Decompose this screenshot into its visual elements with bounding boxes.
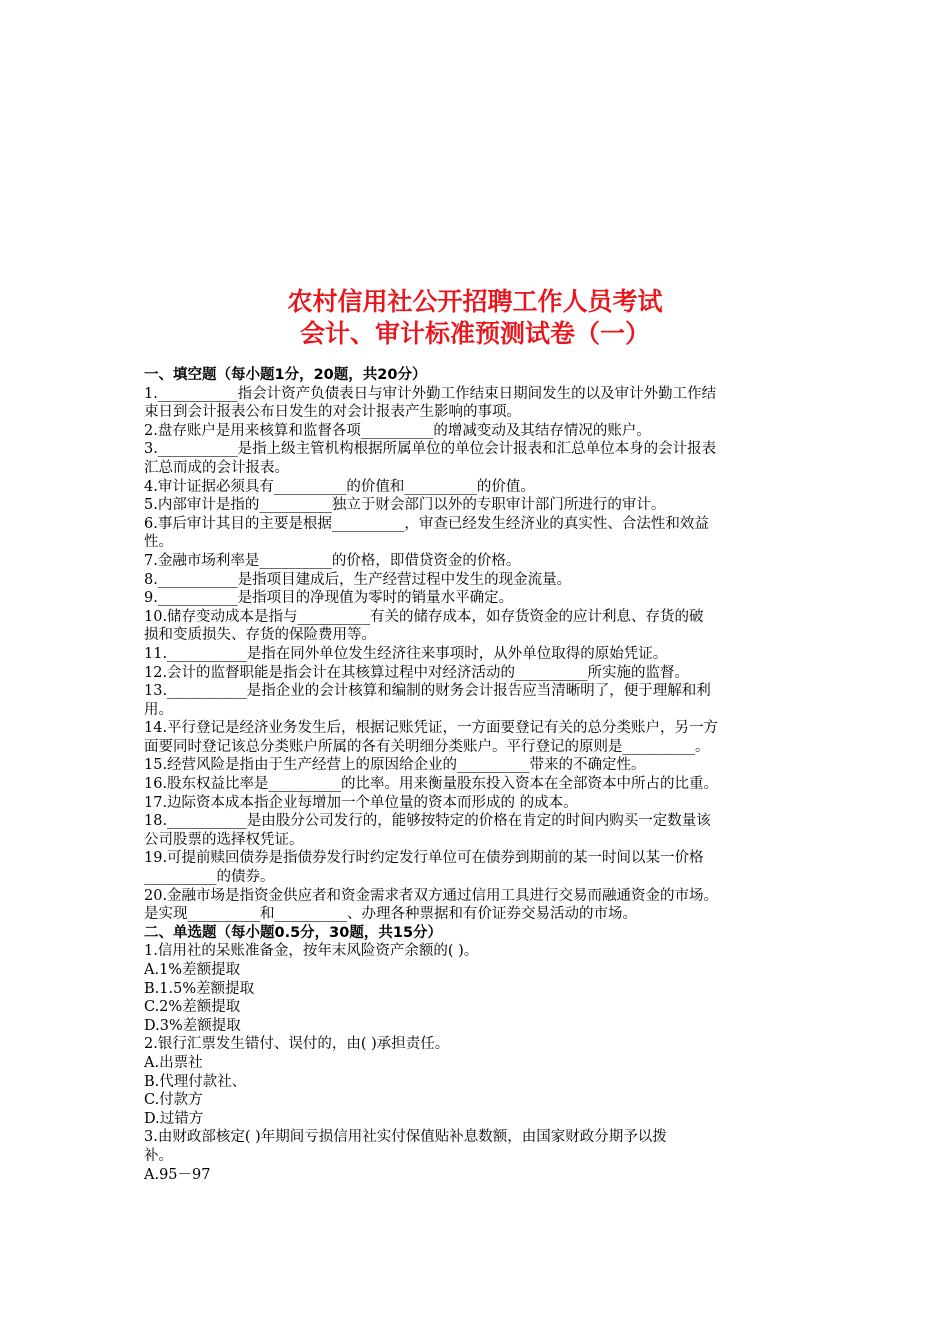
question-text-line: 面要同时登记该总分类账户所属的各有关明细分类账户。平行登记的原则是__________。 <box>144 738 710 755</box>
question-text-line: 6.事后审计其目的主要是根据__________，审查已经发生经济业的真实性、合法性和效益 <box>144 515 709 532</box>
question-text-line: 1.___________指会计资产负债表日与审计外勤工作结束日期间发生的以及审计外勤工作结 <box>144 385 717 402</box>
question-text-line: 2.银行汇票发生错付、误付的，由( )承担责任。 <box>144 1036 450 1053</box>
question-text-line: 汇总而成的会计报表。 <box>144 459 289 476</box>
question-text-line: 1.信用社的呆账准备金，按年末风险资产余额的( )。 <box>144 943 479 960</box>
question-text-line: 3.由财政部核定( )年期间亏损信用社实付保值贴补息数额，由国家财政分期予以拨 <box>144 1129 667 1146</box>
question-text-line: 18.___________是由股分公司发行的，能够按特定的价格在肯定的时间内购买一定数量该 <box>144 813 711 830</box>
question-text-line: 13.___________是指企业的会计核算和编制的财务会计报告应当清晰明了，便于理解和利 <box>144 683 711 700</box>
question-text-line: 7.金融市场利率是__________的价格，即借贷资金的价格。 <box>144 552 521 569</box>
question-text-line: 用。 <box>144 701 173 718</box>
title-line-1: 农村信用社公开招聘工作人员考试 <box>287 287 663 316</box>
question-text-line: 束日到会计报表公布日发生的对会计报表产生影响的事项。 <box>144 404 521 421</box>
question-text-line: 10.储存变动成本是指与__________有关的储存成本，如存货资金的应计利息、存货的破 <box>144 608 704 625</box>
question-text-line: C.付款方 <box>144 1092 203 1109</box>
question-text-line: B.代理付款社、 <box>144 1073 247 1090</box>
question-text-line: 性。 <box>144 534 173 551</box>
question-text-line: 16.股东权益比率是__________的比率。用来衡量股东投入资本在全部资本中所占的比重。 <box>144 776 719 793</box>
question-text-line: 2.盘存账户是用来核算和监督各项__________的增减变动及其结存情况的账户。 <box>144 422 651 439</box>
question-text-line: 8.___________是指项目建成后，生产经营过程中发生的现金流量。 <box>144 571 572 588</box>
question-text-line: 17.边际资本成本指企业每增加一个单位量的资本而形成的 的成本。 <box>144 794 578 811</box>
question-text-line: 14.平行登记是经济业务发生后，根据记账凭证，一方面要登记有关的总分类账户，另一方 <box>144 720 719 737</box>
question-text-line: 11.___________是指在同外单位发生经济往来事项时，从外单位取得的原始凭证。 <box>144 645 668 662</box>
question-text-line: C.2%差额提取 <box>144 999 241 1016</box>
document-body <box>144 366 809 1184</box>
question-text-line: 公司股票的选择权凭证。 <box>144 831 304 848</box>
question-text-line: 15.经营风险是指由于生产经营上的原因给企业的__________带来的不确定性。 <box>144 757 646 774</box>
question-text-line: A.95－97 <box>144 1166 211 1183</box>
question-text-line: 19.可提前赎回债券是指债券发行时约定发行单位可在债券到期前的某一时间以某一价格 <box>144 850 704 867</box>
question-text-line: 12.会计的监督职能是指会计在其核算过程中对经济活动的__________所实施的监督。 <box>144 664 690 681</box>
section-heading: 二、单选题（每小题0.5分，30题，共15分） <box>144 924 443 941</box>
question-text-line: B.1.5%差额提取 <box>144 980 255 997</box>
question-text-line: 5.内部审计是指的__________独立于财会部门以外的专职审计部门所进行的审计。 <box>144 497 666 514</box>
question-text-line: A.出票社 <box>144 1054 203 1071</box>
question-text-line: __________的债券。 <box>144 869 275 886</box>
question-text-line: 是实现__________和__________、办理各种票据和有价证券交易活动的市场。 <box>144 906 637 923</box>
question-text-line: 20.金融市场是指资金供应者和资金需求者双方通过信用工具进行交易而融通资金的市场。 <box>144 887 719 904</box>
section-heading: 一、填空题（每小题1分，20题，共20分） <box>144 367 427 383</box>
question-text-line: 3.___________是指上级主管机构根据所属单位的单位会计报表和汇总单位本身的会计报表 <box>144 441 717 458</box>
question-text-line: 9.___________是指项目的净现值为零时的销量水平确定。 <box>144 590 514 607</box>
question-text-line: A.1%差额提取 <box>144 962 241 978</box>
document-title <box>0 286 950 350</box>
question-text-line: D.3%差额提取 <box>144 1017 241 1034</box>
question-text-line: D.过错方 <box>144 1110 204 1127</box>
question-text-line: 损和变质损失、存货的保险费用等。 <box>144 627 376 644</box>
title-line-2: 会计、审计标准预测试卷（一） <box>299 319 650 348</box>
question-text-line: 4.审计证据必须具有__________的价值和__________的价值。 <box>144 478 535 495</box>
question-text-line: 补。 <box>144 1147 173 1164</box>
